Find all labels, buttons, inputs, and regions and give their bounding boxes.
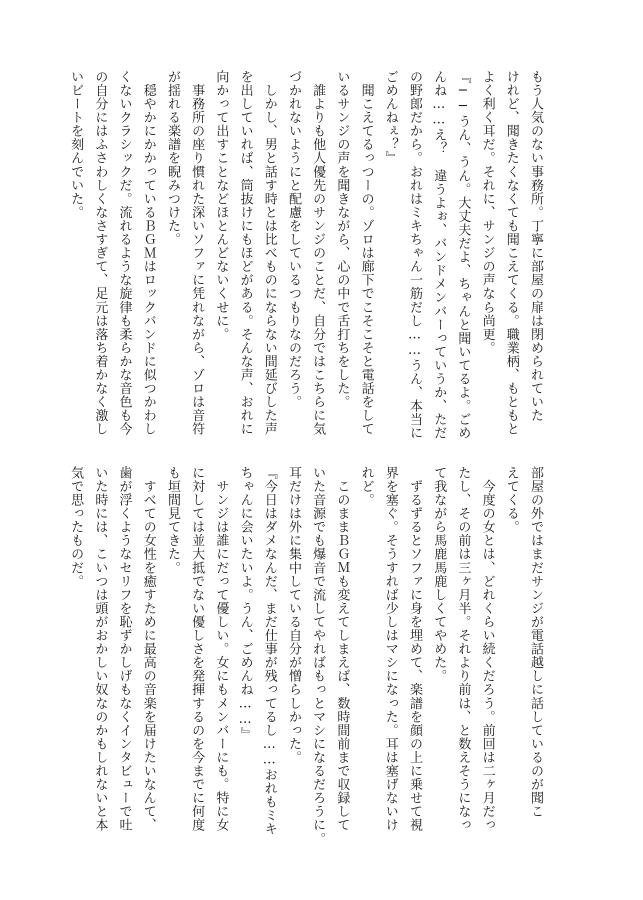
- text-line: の自分にはふさわしくなさすぎて、足元は落ち着かなく激し: [92, 70, 108, 436]
- text-line: ちゃんに会いたいよ。うん、ごめんね……』: [237, 466, 253, 741]
- text-line: 歯が浮くようなセリフを恥ずかしげもなくインタビューで吐: [116, 466, 132, 832]
- text-line: しかし、男と話す時とは比べものにならない間延びした声: [261, 70, 277, 436]
- text-line: も垣間見てきた。: [164, 466, 180, 575]
- text-line: このままＢＧＭも変えてしまえば、数時間前まで収録して: [334, 466, 350, 832]
- text-line: けれど、聞きたくなくても聞こえてくる。職業柄、もともと: [503, 70, 519, 436]
- text-line: いた音源でも爆音で流してやればもっとマシになるだろうに。: [310, 466, 326, 846]
- upper-text-block: [63, 70, 547, 442]
- text-line: んね……え？ 違うよぉ、バンドメンバーっていうか、ただ: [431, 70, 447, 440]
- text-line: 聞こえてるっつーの。ゾロは廊下でこそこそと電話をして: [358, 70, 374, 436]
- text-line: 今度の女とは、どれくらい続くだろう。前回は二ヶ月だっ: [479, 466, 495, 832]
- text-line: が揺れる楽譜を睨みつけた。: [164, 70, 180, 247]
- lower-text-block: [63, 466, 547, 846]
- text-line: ずるずるとソファに身を埋めて、楽譜を顔の上に乗せて視: [406, 466, 422, 832]
- text-line: に対しては並大抵でない優しさを発揮するのを今までに何度: [189, 466, 205, 832]
- text-line: くないクラシックだ。流れるような旋律も柔らかな音色も今: [116, 70, 132, 436]
- text-line: 事務所の座り慣れた深いソファに凭れながら、ゾロは音符: [189, 70, 205, 436]
- text-line: すべての女性を癒すために最高の音楽を届けたいなんて、: [140, 466, 156, 832]
- text-line: サンジは誰にだって優しい。女にもメンバーにも。特に女: [213, 466, 229, 832]
- text-line: 『──うん、うん。大丈夫だよ、ちゃんと聞いてるよ。ごめ: [455, 70, 471, 440]
- text-line: 耳だけは外に集中している自分が憎らしかった。: [285, 466, 301, 765]
- text-line: づかれないようにと配慮をしているつもりなのだろう。: [285, 70, 301, 409]
- text-line: 穏やかにかかっているＢＧＭはロックバンドに似つかわし: [140, 70, 156, 436]
- text-line: 界を塞ぐ。そうすれば少しはマシになった。耳は塞げないけ: [382, 466, 398, 832]
- text-line: いるサンジの声を聞きながら、心の中で舌打ちをした。: [334, 70, 350, 409]
- text-line: ごめんねぇ？』: [382, 70, 398, 165]
- text-line: 部屋の外ではまだサンジが電話越しに話しているのが聞こ: [528, 466, 543, 819]
- text-line: 気で思ったものだ。: [68, 466, 84, 588]
- text-line: いた時には、こいつは頭がおかしい奴なのかもしれないと本: [92, 466, 108, 832]
- text-line: 向かって出すことなどほとんどないくせに。: [213, 70, 229, 341]
- text-line: 誰よりも他人優先のサンジのことだ、自分ではこちらに気: [310, 70, 326, 436]
- text-line: いビートを刻んでいた。: [68, 70, 84, 220]
- text-line: 『今日はダメなんだ、まだ仕事が残ってるし……おれもミキ: [261, 466, 277, 836]
- text-line: もう人気のない事務所。丁寧に部屋の扉は閉められていた: [528, 70, 543, 423]
- text-line: えてくる。: [503, 466, 519, 534]
- text-line: よく利く耳だ。それに、サンジの声なら尚更。: [479, 70, 495, 355]
- text-line: を出していれば、筒抜けにもほどがある。そんな声、おれに: [237, 70, 253, 436]
- text-line: たし、その前は三ヶ月半。それより前は、と数えそうになっ: [455, 466, 471, 832]
- text-line: て我ながら馬鹿馬鹿しくてやめた。: [431, 466, 447, 683]
- text-line: れど。: [358, 466, 374, 507]
- text-line: の野郎だから。おれはミキちゃん一筋だし……うん、本当に: [406, 70, 422, 440]
